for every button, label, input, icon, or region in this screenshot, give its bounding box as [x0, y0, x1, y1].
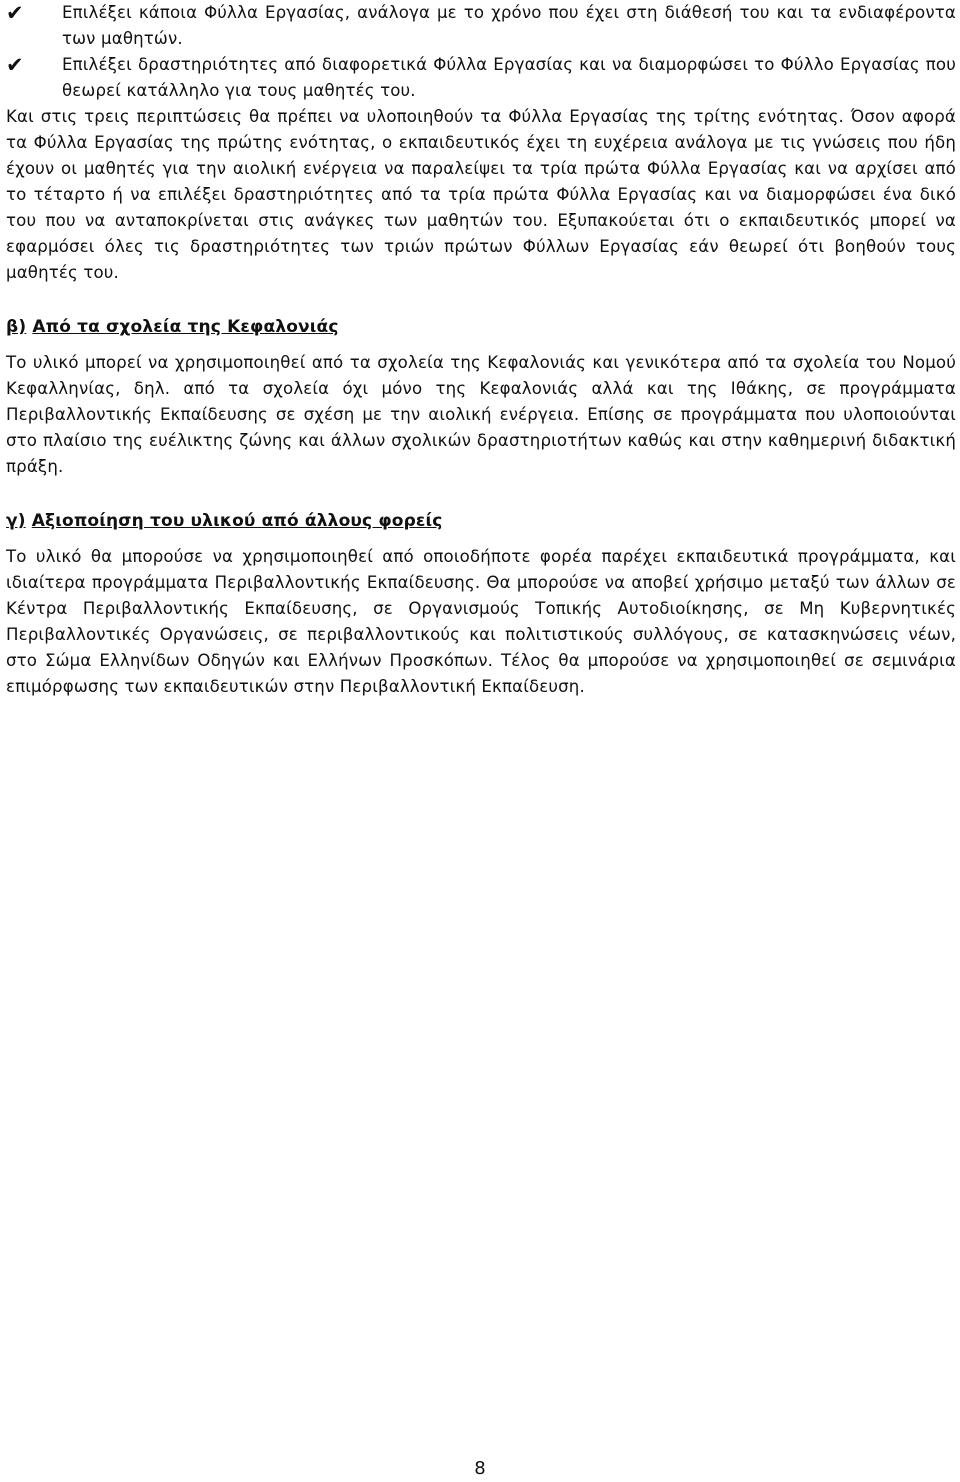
- section-b-heading: [6, 314, 956, 340]
- section-b-title: Από τα σχολεία της Κεφαλονιάς: [32, 317, 339, 337]
- intro-paragraph: Και στις τρεις περιπτώσεις θα πρέπει να υλοποιηθούν τα Φύλλα Εργασίας της τρίτης ενότητας. Όσον αφορά τα Φύλλα Εργασίας της πρώτης ενότητας, ο εκπαιδευτικός έχει τη ευχέρεια ανάλογα με τις γνώσεις που ήδη έχουν οι μαθητές για την αιολική ενέργεια να παραλείψει τα τρία πρώτα Φύλλα Εργασίας και να αρχίσει από το τέταρτο ή να επιλέξει δραστηριότητες από τα τρία πρώτα Φύλλα Εργασίας και να διαμορφώσει ένα δικό του που να ανταποκρίνεται στις ανάγκες των μαθητών του. Εξυπακούεται ότι ο εκπαιδευτικός μπορεί να εφαρμόσει όλες τις δραστηριότητες των τριών πρώτων Φύλλων Εργασίας εάν θεωρεί ότι βοηθούν τους μαθητές του.: [6, 107, 956, 282]
- list-item: [6, 52, 956, 104]
- section-c-title: Αξιοποίηση του υλικού από άλλους φορείς: [31, 511, 443, 531]
- bullet-list: [6, 0, 956, 104]
- section-c-heading: [6, 508, 956, 534]
- bullet-text: Επιλέξει κάποια Φύλλα Εργασίας, ανάλογα με το χρόνο που έχει στη διάθεσή του και τα ενδιαφέροντα των μαθητών.: [62, 3, 956, 48]
- list-item: [6, 0, 956, 52]
- bullet-text: Επιλέξει δραστηριότητες από διαφορετικά Φύλλα Εργασίας και να διαμορφώσει το Φύλλο Εργασίας που θεωρεί κατάλληλο για τους μαθητές του.: [62, 55, 956, 100]
- section-c-paragraph: Το υλικό θα μπορούσε να χρησιμοποιηθεί από οποιοδήποτε φορέα παρέχει εκπαιδευτικά προγράμματα, και ιδιαίτερα προγράμματα Περιβαλλοντικής Εκπαίδευσης. Θα μπορούσε να αποβεί χρήσιμο μεταξύ των άλλων σε Κέντρα Περιβαλλοντικής Εκπαίδευσης, σε Οργανισμούς Τοπικής Αυτοδιοίκησης, σε Μη Κυβερνητικές Περιβαλλοντικές Οργανώσεις, σε περιβαλλοντικούς και πολιτιστικούς συλλόγους, σε κατασκηνώσεις νέων, στο Σώμα Ελληνίδων Οδηγών και Ελλήνων Προσκόπων. Τέλος θα μπορούσε να χρησιμοποιηθεί σε σεμινάρια επιμόρφωσης των εκπαιδευτικών στην Περιβαλλοντική Εκπαίδευση.: [6, 547, 956, 696]
- section-c-marker: γ): [6, 511, 26, 531]
- page-number: 8: [474, 1458, 486, 1479]
- checkmark-icon: ✔: [6, 53, 24, 77]
- section-b-marker: β): [6, 317, 27, 337]
- page-content: [6, 0, 956, 700]
- checkmark-icon: ✔: [6, 1, 24, 25]
- section-b-paragraph: Το υλικό μπορεί να χρησιμοποιηθεί από τα σχολεία της Κεφαλονιάς και γενικότερα από τα σχολεία του Νομού Κεφαλληνίας, δηλ. από τα σχολεία όχι μόνο της Κεφαλονιάς αλλά και της Ιθάκης, σε προγράμματα Περιβαλλοντικής Εκπαίδευσης σε σχέση με την αιολική ενέργεια. Επίσης σε προγράμματα που υλοποιούνται στο πλαίσιο της ευέλικτης ζώνης και άλλων σχολικών δραστηριοτήτων καθώς και στην καθημερινή διδακτική πράξη.: [6, 353, 956, 476]
